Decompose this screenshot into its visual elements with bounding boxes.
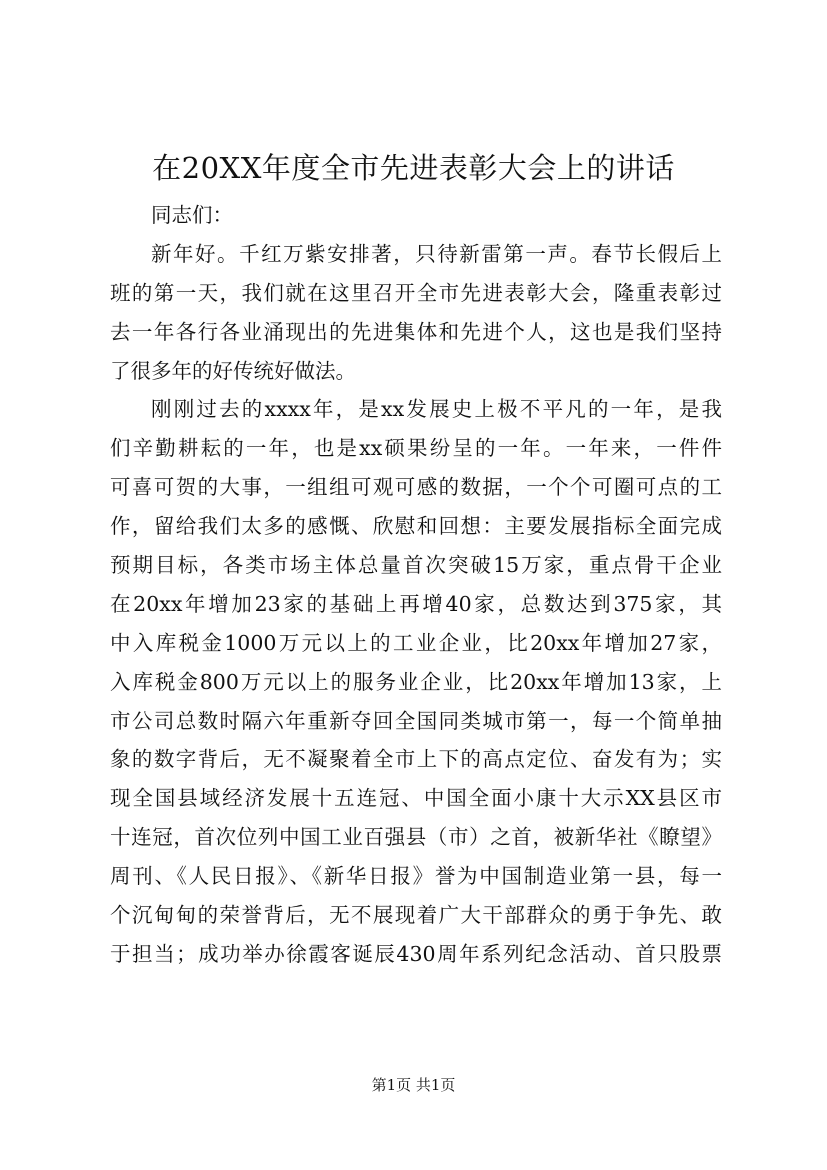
paragraph-line: 入库税金800万元以上的服务业企业，比20xx年增加13家，上 (110, 669, 722, 694)
document-title: 在20XX年度全市先进表彰大会上的讲话 (152, 151, 675, 185)
paragraph-line: 象的数字背后，无不凝聚着全市上下的高点定位、奋发有为；实 (110, 747, 722, 772)
paragraph-line: 们辛勤耕耘的一年，也是xx硕果纷呈的一年。一年来，一件件 (110, 436, 722, 461)
paragraph-line: 可喜可贺的大事，一组组可观可感的数据，一个个可圈可点的工 (110, 475, 722, 500)
page-footer: 第1页 共1页 (371, 1076, 456, 1094)
document-body (110, 196, 722, 974)
paragraph-line: 于担当；成功举办徐霞客诞辰430周年系列纪念活动、首只股票 (110, 941, 722, 966)
paragraph-line: 预期目标，各类市场主体总量首次突破15万家，重点骨干企业 (110, 553, 722, 578)
paragraph-line: 新年好。千红万紫安排著，只待新雷第一声。春节长假后上 (151, 241, 722, 266)
paragraph-line: 中入库税金1000万元以上的工业企业，比20xx年增加27家， (110, 630, 722, 655)
paragraph-line: 周刊、《人民日报》、《新华日报》誉为中国制造业第一县，每一 (110, 864, 722, 889)
paragraph-line: 班的第一天，我们就在这里召开全市先进表彰大会，隆重表彰过 (110, 280, 722, 305)
paragraph-line: 市公司总数时隔六年重新夺回全国同类城市第一，每一个简单抽 (110, 708, 722, 733)
paragraph-line: 十连冠，首次位列中国工业百强县（市）之首，被新华社《瞭望》 (110, 825, 722, 850)
salutation-line: 同志们： (151, 203, 233, 227)
paragraph-line: 了很多年的好传统好做法。 (110, 358, 356, 383)
paragraph-line: 现全国县域经济发展十五连冠、中国全面小康十大示XX县区市 (110, 786, 722, 811)
paragraph-line: 个沉甸甸的荣誉背后，无不展现着广大干部群众的勇于争先、敢 (110, 903, 722, 928)
paragraph-line: 作，留给我们太多的感慨、欣慰和回想：主要发展指标全面完成 (110, 514, 722, 539)
paragraph-line: 刚刚过去的xxxx年，是xx发展史上极不平凡的一年，是我 (151, 397, 722, 422)
paragraph-line: 去一年各行各业涌现出的先进集体和先进个人，这也是我们坚持 (110, 319, 722, 344)
paragraph-line: 在20xx年增加23家的基础上再增40家，总数达到375家，其 (110, 591, 722, 616)
